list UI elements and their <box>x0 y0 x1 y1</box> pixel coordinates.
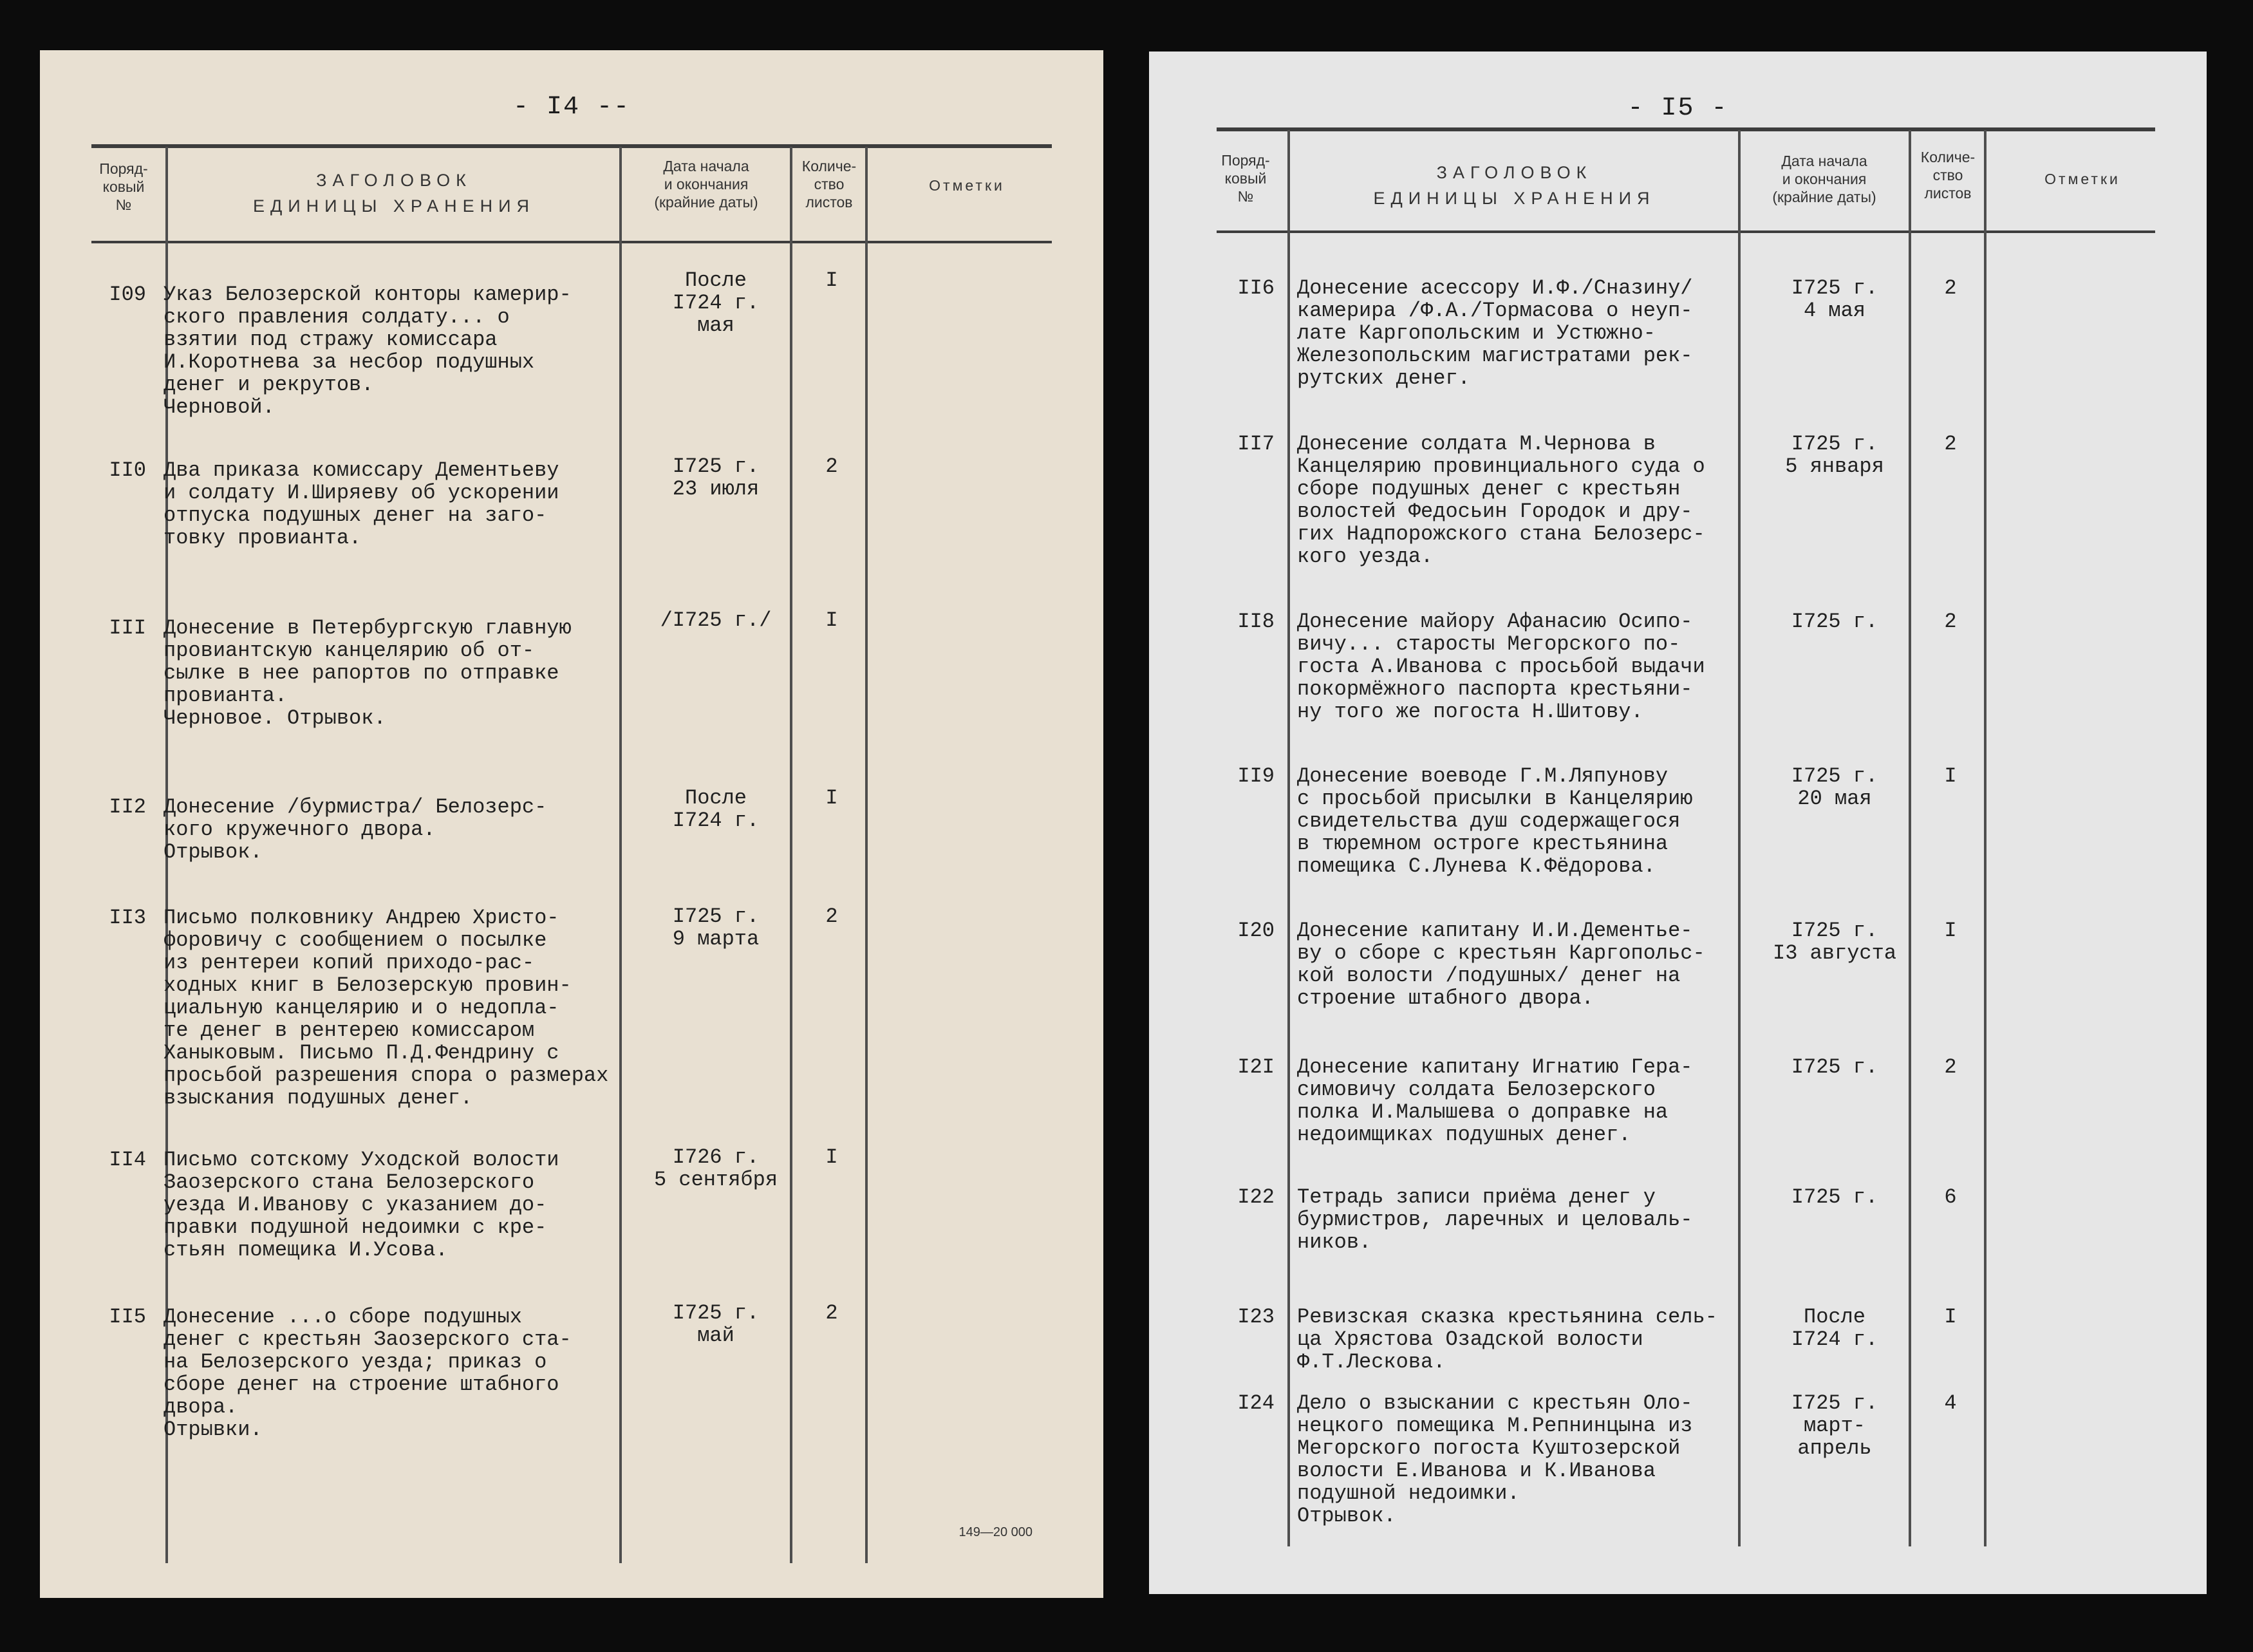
row-date: I725 г. 5 января <box>1785 432 1884 478</box>
header-title: ЗАГОЛОВОК ЕДИНИЦЫ ХРАНЕНИЯ <box>1373 163 1656 208</box>
print-code: 149—20 000 <box>958 1525 1033 1539</box>
row-title: Ревизская сказка крестьянина сель- ца Хрястова Озадской волости Ф.Т.Лескова. <box>1297 1305 1717 1374</box>
row-count: 2 <box>1944 610 1957 634</box>
row-count: 4 <box>1944 1391 1957 1415</box>
header-title: ЗАГОЛОВОК ЕДИНИЦЫ ХРАНЕНИЯ <box>252 171 536 216</box>
row-count: I <box>1944 919 1957 943</box>
row-title: Донесение капитану И.И.Дементье- ву о сборе с крестьян Каргопольс- кой волости /подушных/ денег на строение штабного двора. <box>1297 919 1705 1010</box>
row-count: 2 <box>1944 432 1957 456</box>
header-count: Количе- ство листов <box>1920 149 1976 202</box>
row-number: II3 <box>109 906 146 930</box>
row-count: I <box>825 608 838 632</box>
row-count: 6 <box>1944 1185 1957 1209</box>
row-title: Донесение солдата М.Чернова в Канцелярию провинциального суда о сборе подушных денег с крестьян волостей Федосьин Городок и дру- гих Надпорожского стана Белозерс- кого уезда. <box>1297 432 1705 568</box>
row-title: Донесение капитану Игнатию Гера- симовичу солдата Белозерского полка И.Малышева о доправке на недоимщиках подушных денег. <box>1297 1055 1693 1147</box>
row-number: II9 <box>1237 764 1275 788</box>
row-count: 2 <box>825 905 838 928</box>
row-count: 2 <box>825 455 838 478</box>
row-date: I725 г. <box>1791 1185 1878 1209</box>
header-date: Дата начала и окончания (крайние даты) <box>1772 153 1876 205</box>
column-divider <box>865 147 868 1563</box>
row-number: II6 <box>1237 276 1275 300</box>
row-count: I <box>1944 764 1957 788</box>
header-count: Количе- ство листов <box>801 158 857 211</box>
row-number: II7 <box>1237 432 1275 456</box>
right-page <box>1149 52 2207 1594</box>
row-number: II5 <box>109 1305 146 1329</box>
header-bottom-rule <box>1217 230 2155 233</box>
row-date: I726 г. 5 сентября <box>653 1145 778 1192</box>
row-number: I22 <box>1237 1185 1275 1209</box>
row-title: Донесение в Петербургскую главную провиантскую канцелярию об от- сылке в нее рапортов по отправке провианта. Черновое. Отрывок. <box>164 616 572 730</box>
row-count: 2 <box>1944 1055 1957 1079</box>
left-page <box>40 50 1103 1598</box>
row-title: Тетрадь записи приёма денег у бурмистров, ларечных и целоваль- ников. <box>1297 1185 1693 1254</box>
row-date: I725 г. I3 августа <box>1772 919 1897 965</box>
row-date: I725 г. 23 июля <box>672 455 760 501</box>
row-number: I23 <box>1237 1305 1275 1329</box>
row-title: Два приказа комиссару Дементьеву и солдату И.Ширяеву об ускорении отпуска подушных денег на заго- товку провианта. <box>164 458 559 550</box>
row-date: После I724 г. <box>672 786 760 832</box>
header-top-rule <box>91 144 1052 148</box>
row-title: Письмо полковнику Андрею Христо- форовичу с сообщением о посылке из рентереи копий приходо-рас- ходных книг в Белозерскую провин- циальную канцелярию и о недопла- те денег в рентерею комиссаром Ханыковым. Письмо П.Д.Фендрину с просьбой разрешения спора о размерах взыскания подушных денег. <box>164 906 609 1110</box>
row-count: I <box>825 786 838 810</box>
row-date: I725 г. март- апрель <box>1791 1391 1878 1460</box>
header-notes: Отметки <box>929 177 1005 194</box>
row-date: I725 г. 20 мая <box>1791 764 1878 811</box>
row-count: I <box>825 268 838 292</box>
row-title: Дело о взыскании с крестьян Оло- нецкого помещика М.Репнинцына из Мегорского погоста Куштозерской волости Е.Иванова и К.Иванова подушной недоимки. Отрывок. <box>1297 1391 1693 1528</box>
row-title: Донесение /бурмистра/ Белозерс- кого кружечного двора. Отрывок. <box>164 795 547 864</box>
column-divider <box>1909 130 1911 1546</box>
column-divider <box>1984 130 1987 1546</box>
header-top-rule <box>1217 127 2155 131</box>
row-number: III <box>109 616 146 640</box>
page-number: - I5 - <box>1627 94 1728 123</box>
row-title: Письмо сотскому Уходской волости Заозерского стана Белозерского уезда И.Иванову с указанием до- правки подушной недоимки с кре- стьян помещика И.Усова. <box>164 1148 559 1262</box>
column-divider <box>790 147 792 1563</box>
row-number: I24 <box>1237 1391 1275 1415</box>
row-date: I725 г. май <box>672 1301 760 1347</box>
row-date: I725 г. 4 мая <box>1791 276 1878 323</box>
row-title: Донесение майору Афанасию Осипо- вичу... старосты Мегорского по- госта А.Иванова с просьбой выдачи покормёжного паспорта крестьяни- ну того же погоста Н.Шитову. <box>1297 610 1705 724</box>
row-count: 2 <box>1944 276 1957 300</box>
row-number: I09 <box>109 283 146 306</box>
row-title: Донесение асессору И.Ф./Сназину/ камерира /Ф.А./Тормасова о неуп- лате Каргопольским и Устюжно- Железопольским магистратами рек- рутских денег. <box>1297 276 1693 390</box>
row-number: II4 <box>109 1148 146 1172</box>
row-title: Донесение ...о сборе подушных денег с крестьян Заозерского ста- на Белозерского уезда; приказ о сборе денег на строение штабного двора. Отрывки. <box>164 1305 572 1441</box>
header-bottom-rule <box>91 241 1052 243</box>
row-count: I <box>825 1145 838 1169</box>
row-number: I20 <box>1237 919 1275 943</box>
header-notes: Отметки <box>2044 171 2120 187</box>
row-title: Указ Белозерской конторы камерир- ского правления солдату... о взятии под стражу комиссара И.Коротнева за несбор подушных денег и рекрутов. Черновой. <box>164 283 572 419</box>
header-date: Дата начала и окончания (крайние даты) <box>654 158 758 211</box>
row-date: После I724 г. <box>1791 1305 1878 1351</box>
row-date: /I725 г./ <box>660 608 772 632</box>
row-date: I725 г. <box>1791 610 1878 634</box>
row-title: Донесение воеводе Г.М.Ляпунову с просьбой присылки в Канцелярию свидетельства душ содержащегося в тюремном остроге крестьянина помещика С.Лунева К.Фёдорова. <box>1297 764 1693 878</box>
row-date: I725 г. <box>1791 1055 1878 1079</box>
row-count: I <box>1944 1305 1957 1329</box>
row-date: После I724 г. мая <box>672 268 760 337</box>
header-no: Поряд- ковый № <box>99 160 148 213</box>
row-number: I2I <box>1237 1055 1275 1079</box>
column-divider <box>1287 130 1290 1546</box>
row-date: I725 г. 9 марта <box>672 905 760 951</box>
row-number: II0 <box>109 458 146 482</box>
header-no: Поряд- ковый № <box>1221 152 1270 205</box>
row-number: II2 <box>109 795 146 819</box>
row-number: II8 <box>1237 610 1275 634</box>
row-count: 2 <box>825 1301 838 1325</box>
page-number: - I4 -- <box>512 93 631 122</box>
